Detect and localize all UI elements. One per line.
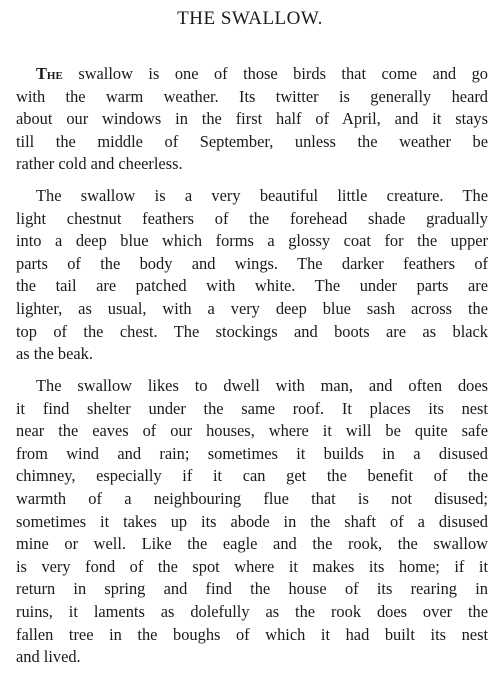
text-line: warmth of a neighbouring flue that is not disused; — [16, 488, 488, 508]
text-line: from wind and rain; sometimes it builds in a disused — [16, 443, 488, 463]
text-line: and lived. — [16, 647, 81, 667]
text-line: fallen tree in the boughs of which it had built its nest — [16, 624, 488, 644]
text-line: it find shelter under the same roof. It places its nest — [16, 398, 488, 418]
paragraph-3 — [0, 375, 500, 669]
text-line: mine or well. Like the eagle and the rook, the swallow — [16, 534, 488, 554]
text-line — [0, 63, 500, 86]
text-line: return in spring and find the house of its rearing in — [16, 579, 488, 599]
text-line: with the warm weather. Its twitter is generally heard — [16, 86, 488, 106]
paragraph-2 — [0, 185, 500, 366]
text-line: top of the chest. The stockings and boots are as black — [16, 321, 488, 341]
text-line: till the middle of September, unless the weather be — [16, 131, 488, 151]
text-line: about our windows in the first half of April, and it stays — [16, 109, 488, 129]
text-line: sometimes it takes up its abode in the shaft of a disused — [16, 511, 488, 531]
paragraph-1 — [0, 63, 500, 176]
text-line: into a deep blue which forms a glossy coat for the upper — [16, 231, 488, 251]
text-line: is very fond of the spot where it makes its home; if it — [16, 556, 488, 576]
text-line: ruins, it laments as dolefully as the rook does over the — [16, 601, 488, 621]
page-title: THE SWALLOW. — [177, 8, 323, 29]
text-line: rather cold and cheerless. — [16, 154, 183, 174]
text-line: lighter, as usual, with a very deep blue sash across the — [16, 298, 488, 318]
text-line: near the eaves of our houses, where it will be quite safe — [16, 421, 488, 441]
text-line: the tail are patched with white. The under parts are — [16, 276, 488, 296]
line-text: swallow is one of those birds that come and go — [78, 64, 488, 83]
text-line: as the beak. — [16, 344, 93, 364]
text-line: The swallow is a very beautiful little creature. The — [36, 186, 488, 205]
text-line: The swallow likes to dwell with man, and often does — [36, 376, 488, 395]
text-line: chimney, especially if it can get the benefit of the — [16, 466, 488, 486]
drop-word: The — [36, 64, 63, 83]
text-line: light chestnut feathers of the forehead shade gradually — [16, 208, 488, 228]
text-line: parts of the body and wings. The darker feathers of — [16, 253, 488, 273]
